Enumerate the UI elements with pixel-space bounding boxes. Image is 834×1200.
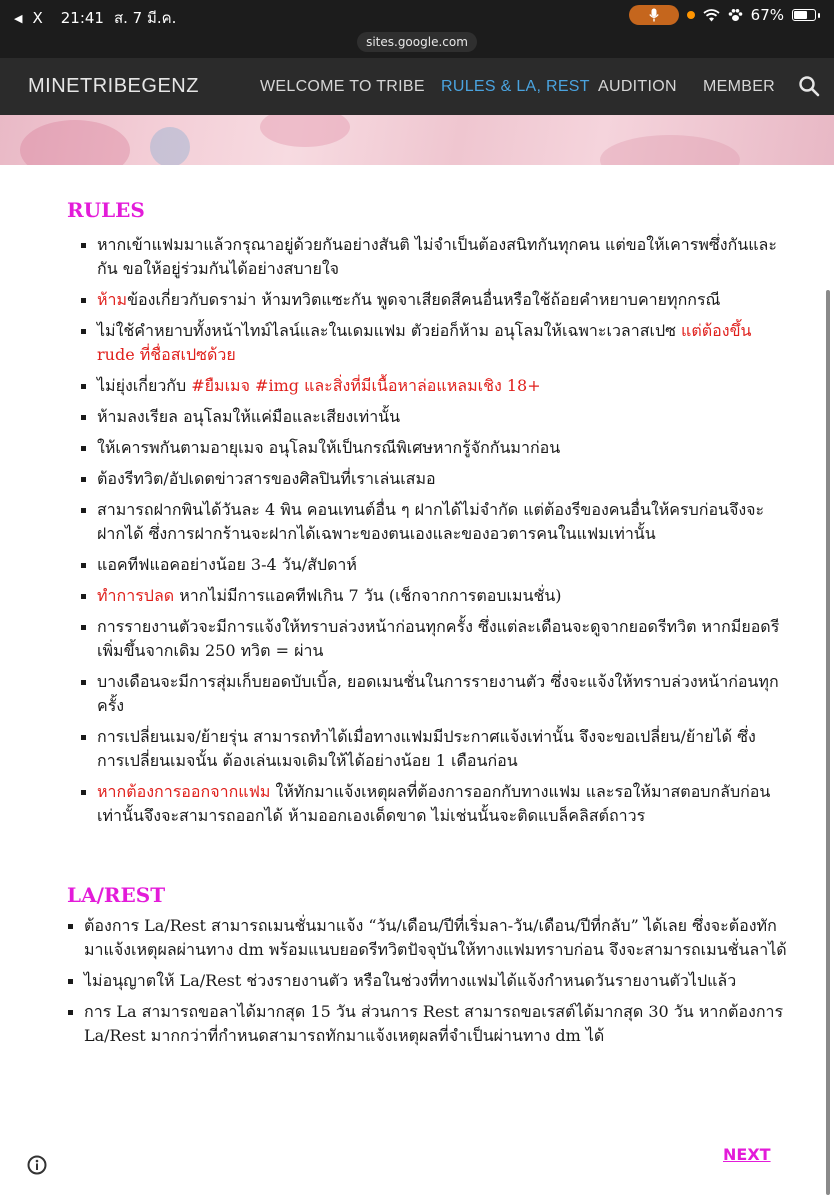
list-item-text: ข้องเกี่ยวกับดราม่า ห้ามทวิตแซะกัน พูดจาเสียดสีคนอื่นหรือใช้ถ้อยคำหยาบคายทุกกรณี — [127, 290, 721, 309]
list-item-text: สามารถฝากพินได้วันละ 4 พิน คอนเทนต์อื่น ๆ ฝากได้ไม่จำกัด แต่ต้องรีของคนอื่นให้ครบก่อนจึงจะฝากได้ ซึ่งการฝากร้านจะฝากได้เฉพาะของตนเองและของอวตารคนในแฟมเท่านั้น — [97, 500, 765, 543]
list-item — [67, 1000, 787, 1048]
emphasis-text: ห้าม — [97, 290, 128, 309]
emphasis-text: #ยืมเมจ #img และสิ่งที่มีเนื้อหาล่อแหลมเชิง 18+ — [191, 376, 541, 395]
list-item-text: หากเข้าแฟมมาแล้วกรุณาอยู่ด้วยกันอย่างสันติ ไม่จำเป็นต้องสนิทกันทุกคน แต่ขอให้เคารพซึ่งกันและกัน ขอให้อยู่ร่วมกันได้อย่างสบายใจ — [97, 235, 777, 278]
url-display[interactable]: sites.google.com — [357, 32, 477, 52]
list-item — [80, 405, 780, 429]
list-item — [80, 725, 780, 773]
scrollbar[interactable] — [826, 290, 830, 1195]
list-item-text: ไม่ยุ่งเกี่ยวกับ — [97, 376, 192, 395]
emphasis-text: ทำการปลด — [97, 586, 175, 605]
back-to-app-icon[interactable]: ◀ — [14, 11, 23, 25]
list-item-text: หากไม่มีการแอคทีฟเกิน 7 วัน (เช็กจากการตอบเมนชั่น) — [174, 586, 562, 605]
next-link[interactable]: NEXT — [723, 1145, 771, 1164]
list-item-text: การ La สามารถขอลาได้มากสุด 15 วัน ส่วนการ Rest สามารถขอเรสต์ได้มากสุด 30 วัน หากต้องการ La/Rest มากกว่าที่กำหนดสามารถทักมาแจ้งเหตุผลที่จำเป็นผ่านทาง dm ได้ — [84, 1002, 784, 1045]
la-rest-heading: LA/REST — [67, 883, 166, 907]
list-item — [80, 436, 780, 460]
wifi-icon — [703, 9, 720, 22]
list-item — [80, 233, 780, 281]
list-item-text: ห้ามลงเรียล อนุโลมให้แค่มือและเสียงเท่านั้น — [97, 407, 401, 426]
site-navigation — [0, 58, 834, 115]
nav-welcome-to-tribe[interactable]: WELCOME TO TRIBE — [260, 78, 425, 95]
list-item — [80, 319, 780, 367]
list-item-text: บางเดือนจะมีการสุ่มเก็บยอดบับเบิ้ล, ยอดเมนชั่นในการรายงานตัว ซึ่งจะแจ้งให้ทราบล่วงหน้าก่อนทุกครั้ง — [97, 672, 779, 715]
nav-audition[interactable]: AUDITION — [598, 78, 677, 95]
privacy-dot-icon — [687, 11, 695, 19]
list-item-text: ไม่อนุญาตให้ La/Rest ช่วงรายงานตัว หรือในช่วงที่ทางแฟมได้แจ้งกำหนดวันรายงานตัวไปแล้ว — [84, 971, 737, 990]
paw-icon — [728, 8, 743, 22]
list-item-text: แอคทีฟแอคอย่างน้อย 3-4 วัน/สัปดาห์ — [97, 555, 357, 574]
list-item — [80, 374, 780, 398]
nav-member[interactable]: MEMBER — [703, 78, 776, 95]
list-item — [80, 498, 780, 546]
list-item — [80, 584, 780, 608]
list-item — [67, 969, 787, 993]
site-title[interactable]: MINETRIBEGENZ — [28, 75, 199, 97]
rules-heading: RULES — [67, 198, 145, 222]
emphasis-text: หากต้องการออกจากแฟม — [97, 782, 271, 801]
list-item — [80, 780, 780, 828]
info-icon[interactable] — [27, 1155, 47, 1175]
header-banner-image — [0, 115, 834, 165]
list-item-text: ต้องรีทวิต/อัปเดตข่าวสารของศิลปินที่เราเล่นเสมอ — [97, 469, 436, 488]
list-item-text: การเปลี่ยนเมจ/ย้ายรุ่น สามารถทำได้เมื่อทางแฟมมีประกาศแจ้งเท่านั้น จึงจะขอเปลี่ยน/ย้ายได้ ซึ่งการเปลี่ยนเมจนั้น ต้องเล่นเมจเดิมให้ได้อย่างน้อย 1 เดือนก่อน — [97, 727, 756, 770]
list-item-text: ต้องการ La/Rest สามารถเมนชั่นมาแจ้ง “วัน/เดือน/ปีที่เริ่มลา-วัน/เดือน/ปีที่กลับ” ได้เลย ซึ่งจะต้องทักมาแจ้งเหตุผลผ่านทาง dm พร้อมแนบยอดรีทวิตปัจจุบันให้ทางแฟมทราบก่อน จึงจะสามารถเมนชั่นลาได้ — [84, 916, 787, 959]
emphasis-text: แต่ต้องขึ้น rude ที่ชื่อสเปซด้วย — [97, 321, 752, 364]
search-icon[interactable] — [798, 75, 820, 97]
list-item — [80, 670, 780, 718]
browser-url-bar — [0, 30, 834, 58]
list-item — [80, 553, 780, 577]
list-item — [67, 914, 787, 962]
list-item — [80, 615, 780, 663]
battery-icon — [792, 9, 820, 21]
back-to-app-label[interactable]: X — [32, 9, 43, 27]
list-item-text: การรายงานตัวจะมีการแจ้งให้ทราบล่วงหน้าก่อนทุกครั้ง ซึ่งแต่ละเดือนจะดูจากยอดรีทวิต หากมียอดรีเพิ่มขึ้นจากเดิม 250 ทวิต = ผ่าน — [97, 617, 780, 660]
status-time: 21:41 — [60, 9, 104, 27]
battery-percent: 67% — [750, 6, 784, 24]
la-rest-list — [67, 914, 787, 1048]
list-item-text: ให้เคารพกันตามอายุเมจ อนุโลมให้เป็นกรณีพิเศษหากรู้จักกันมาก่อน — [97, 438, 561, 457]
nav-rules-la-rest[interactable]: RULES & LA, REST — [441, 78, 590, 95]
list-item — [80, 467, 780, 491]
status-date: ส. 7 มี.ค. — [113, 9, 177, 27]
list-item-text: ไม่ใช้คำหยาบทั้งหน้าไทม์ไลน์และในเดมแฟม ตัวย่อก็ห้าม อนุโลมให้เฉพาะเวลาสเปซ — [97, 321, 682, 340]
mic-indicator — [629, 5, 679, 25]
status-bar — [0, 0, 834, 30]
list-item — [80, 288, 780, 312]
list-item-text: ให้ทักมาแจ้งเหตุผลที่ต้องการออกกับทางแฟม และรอให้มาสตอบกลับก่อนเท่านั้นจึงจะสามารถออกได้ ห้ามออกเองเด็ดขาด ไม่เช่นนั้นจะติดแบล็คลิสต์ถาวร — [97, 782, 771, 825]
microphone-icon — [649, 8, 659, 22]
rules-list — [80, 233, 780, 828]
